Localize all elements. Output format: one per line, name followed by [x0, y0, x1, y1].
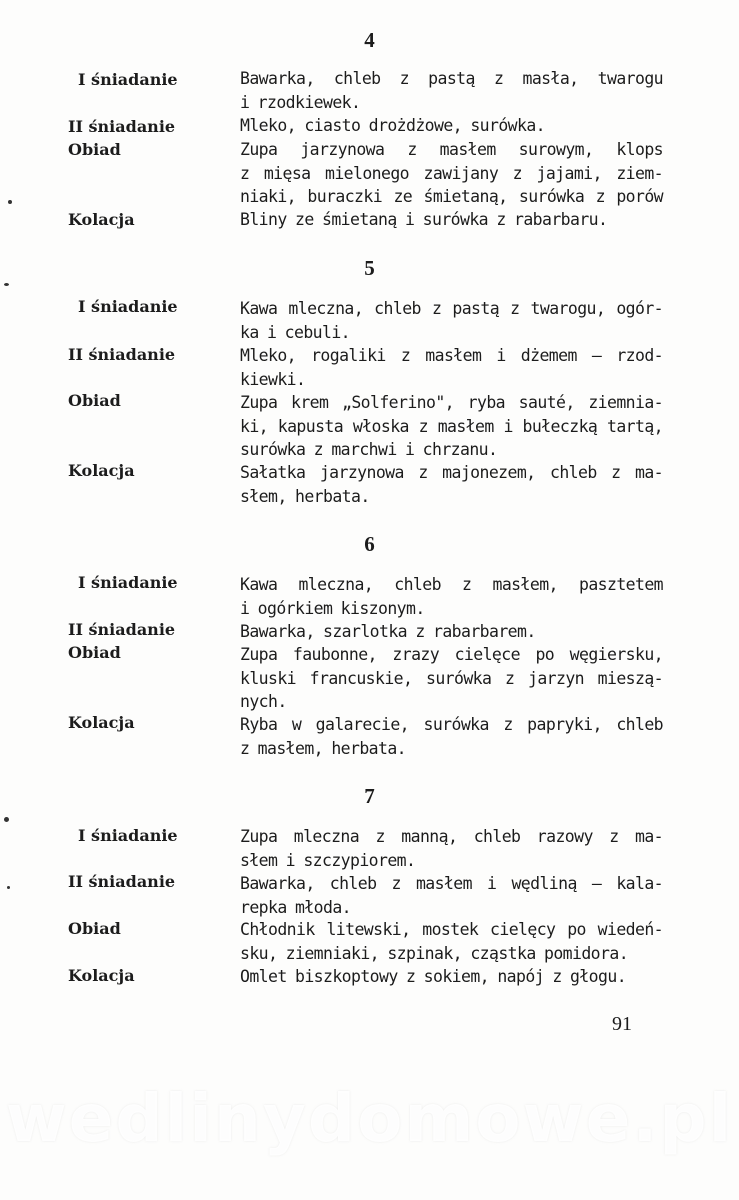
meal-text-breakfast-2: [240, 344, 663, 391]
meal-line: Kawa mleczna, chleb z pastą z twarogu, ogór-: [240, 299, 663, 318]
meal-line: Mleko, ciasto drożdżowe, surówka.: [240, 116, 546, 135]
meal-line: Zupa mleczna z manną, chleb razowy z ma-: [240, 827, 663, 846]
meal-label-breakfast-1: I śniadanie: [78, 70, 178, 89]
meal-text-breakfast-1: [240, 825, 663, 872]
meal-text-dinner: [240, 138, 663, 209]
day-number: 4: [364, 28, 375, 52]
meal-text-supper: [240, 713, 663, 760]
meal-line: ki, kapusta włoska z masłem i bułeczką tartą,: [240, 416, 663, 436]
meal-line: niaki, buraczki ze śmietaną, surówka z porów: [240, 187, 663, 206]
day-number: 6: [364, 532, 375, 556]
meal-line: Mleko, rogaliki z masłem i dżemem — rzod-: [240, 346, 663, 365]
meal-label-breakfast-2: II śniadanie: [68, 620, 176, 639]
meal-line: Ryba w galarecie, surówka z papryki, chleb: [240, 715, 663, 734]
meal-label-dinner: Obiad: [68, 391, 121, 410]
meal-line: repka młoda.: [240, 897, 352, 917]
meal-label-breakfast-2: II śniadanie: [68, 117, 176, 136]
meal-text-dinner: [240, 643, 663, 714]
meal-label-dinner: Obiad: [68, 140, 121, 159]
meal-line: kluski francuskie, surówka z jarzyn mieszą-: [240, 668, 663, 688]
scan-speck: [4, 283, 9, 286]
meal-text-breakfast-2: [240, 114, 663, 138]
day-number: 7: [364, 784, 375, 808]
meal-text-supper: [240, 965, 663, 989]
meal-line: ka i cebuli.: [240, 322, 351, 342]
meal-label-breakfast-1: I śniadanie: [78, 573, 178, 592]
meal-line: Bawarka, chleb z masłem i wędliną — kala-: [240, 874, 663, 893]
meal-text-breakfast-1: [240, 67, 663, 114]
meal-text-breakfast-2: [240, 872, 663, 919]
meal-text-breakfast-1: [240, 573, 663, 620]
meal-label-dinner: Obiad: [68, 643, 121, 662]
page-number: 91: [612, 1013, 632, 1035]
meal-line: słem i szczypiorem.: [240, 850, 416, 870]
meal-line: Zupa faubonne, zrazy cielęce po węgiersku,: [240, 645, 663, 664]
meal-text-dinner: [240, 391, 663, 462]
meal-label-supper: Kolacja: [68, 210, 135, 229]
meal-line: Bawarka, szarlotka z rabarbarem.: [240, 622, 536, 641]
meal-line: i ogórkiem kiszonym.: [240, 598, 425, 618]
meal-line: Sałatka jarzynowa z majonezem, chleb z ma-: [240, 463, 663, 482]
scan-speck: [7, 886, 10, 889]
meal-line: sku, ziemniaki, szpinak, cząstka pomidora.: [240, 943, 629, 963]
meal-line: słem, herbata.: [240, 486, 370, 506]
meal-label-breakfast-2: II śniadanie: [68, 872, 176, 891]
day-number: 5: [364, 256, 375, 280]
meal-line: surówka z marchwi i chrzanu.: [240, 440, 498, 459]
meal-label-supper: Kolacja: [68, 966, 135, 985]
meal-label-breakfast-2: II śniadanie: [68, 345, 176, 364]
meal-line: Zupa krem „Solferino", ryba sauté, ziemnia-: [240, 393, 663, 412]
meal-line: Chłodnik litewski, mostek cielęcy po wiedeń-: [240, 920, 663, 939]
meal-line: Zupa jarzynowa z masłem surowym, klops: [240, 140, 663, 159]
meal-label-supper: Kolacja: [68, 461, 135, 480]
watermark: wedlinydomowe.pl: [5, 1080, 734, 1157]
scan-speck: [8, 200, 12, 204]
meal-line: Kawa mleczna, chleb z masłem, pasztetem: [240, 575, 663, 594]
meal-line: Bawarka, chleb z pastą z masła, twarogu: [240, 69, 663, 88]
meal-line: i rzodkiewek.: [240, 92, 361, 112]
meal-text-supper: [240, 461, 663, 508]
scan-speck: [4, 817, 9, 822]
meal-line: kiewki.: [240, 369, 306, 389]
meal-label-supper: Kolacja: [68, 713, 135, 732]
meal-line: nych.: [240, 692, 287, 711]
meal-label-dinner: Obiad: [68, 919, 121, 938]
meal-label-breakfast-1: I śniadanie: [78, 297, 178, 316]
meal-text-breakfast-1: [240, 297, 663, 344]
meal-line: z masłem, herbata.: [240, 738, 407, 758]
meal-label-breakfast-1: I śniadanie: [78, 826, 178, 845]
meal-line: Omlet biszkoptowy z sokiem, napój z głogu.: [240, 967, 627, 986]
meal-line: z mięsa mielonego zawijany z jajami, ziem-: [240, 163, 663, 183]
meal-line: Bliny ze śmietaną i surówka z rabarbaru.: [240, 210, 608, 229]
meal-text-breakfast-2: [240, 620, 663, 644]
meal-text-supper: [240, 208, 663, 232]
meal-text-dinner: [240, 918, 663, 965]
